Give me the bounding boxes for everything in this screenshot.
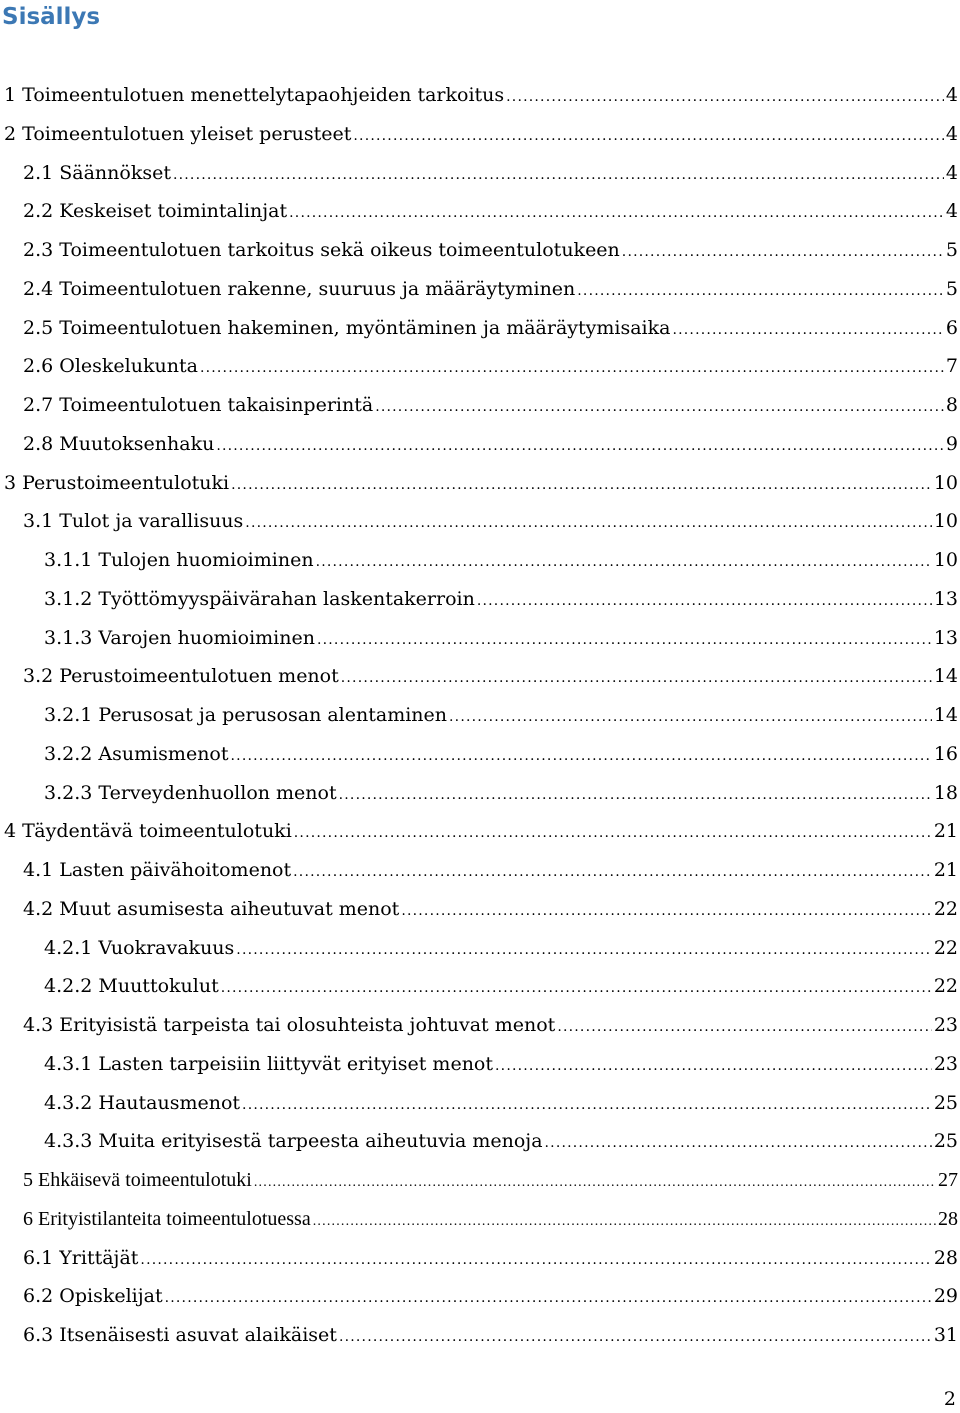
toc-entry[interactable] <box>0 619 960 658</box>
toc-entry[interactable] <box>0 1200 960 1239</box>
toc-dot-leader <box>495 1047 932 1085</box>
toc-entry-title: 3.1.2 Työttömyyspäivärahan laskentakerroin <box>44 587 475 610</box>
toc-entry[interactable] <box>0 154 960 193</box>
toc-entry-page: 4 <box>945 161 958 184</box>
toc-dot-leader <box>557 1008 932 1046</box>
toc-entry[interactable] <box>0 774 960 813</box>
toc-entry-page: 22 <box>933 936 958 959</box>
toc-entry-page: 10 <box>933 549 958 571</box>
toc-entry[interactable] <box>0 696 960 735</box>
toc-entry-title: 6.1 Yrittäjät <box>23 1246 139 1269</box>
toc-entry-title: 4.1 Lasten päivähoitomenot <box>23 859 292 881</box>
toc-dot-leader <box>622 233 944 271</box>
toc-entry[interactable] <box>0 347 960 386</box>
toc-entry-title: 3.2.3 Terveydenhuollon menot <box>44 781 337 804</box>
toc-entry-title: 2.7 Toimeentulotuen takaisinperintä <box>23 394 374 416</box>
toc-dot-leader <box>236 931 932 969</box>
toc-entry-title: 3 Perustoimeentulotuki <box>4 471 230 494</box>
toc-entry-title: 2.2 Keskeiset toimintalinjat <box>23 200 288 223</box>
toc-dot-leader <box>200 349 944 387</box>
toc-entry[interactable] <box>0 1006 960 1045</box>
toc-entry-title: 6.2 Opiskelijat <box>23 1285 163 1308</box>
toc-dot-leader <box>341 659 932 697</box>
toc-entry-page: 7 <box>945 355 958 378</box>
toc-entry-page: 6 <box>945 316 958 339</box>
toc-dot-leader <box>449 698 932 736</box>
toc-entry-title: 2.4 Toimeentulotuen rakenne, suuruus ja määräytyminen <box>23 277 576 300</box>
toc-entry[interactable] <box>0 580 960 619</box>
toc-entry-title: 3.1 Tulot ja varallisuus <box>23 510 244 533</box>
toc-entry[interactable] <box>0 1045 960 1084</box>
toc-entry-page: 16 <box>933 742 958 765</box>
toc-entry-title: 2.1 Säännökset <box>23 161 171 184</box>
toc-dot-leader <box>165 1279 932 1317</box>
toc-dot-leader <box>140 1241 931 1279</box>
toc-dot-leader <box>339 1318 932 1356</box>
toc-entry[interactable] <box>0 812 960 851</box>
toc-entry[interactable] <box>0 967 960 1006</box>
toc-entry-title: 4.3 Erityisistä tarpeista tai olosuhteista johtuvat menot <box>23 1014 556 1036</box>
toc-entry-title: 4.2.1 Vuokravakuus <box>44 936 235 959</box>
toc-entry[interactable] <box>0 192 960 231</box>
toc-entry-title: 3.1.3 Varojen huomioiminen <box>44 626 315 649</box>
toc-dot-leader <box>353 117 944 155</box>
toc-dot-leader <box>375 388 944 426</box>
toc-entry-page: 8 <box>945 394 958 416</box>
toc-entry-page: 22 <box>933 897 958 920</box>
toc-entry-page: 14 <box>933 704 958 726</box>
toc-dot-leader <box>231 466 932 504</box>
toc-entry[interactable] <box>0 541 960 580</box>
toc-entry[interactable] <box>0 464 960 503</box>
toc-entry-title: 4 Täydentävä toimeentulotuki <box>4 820 292 843</box>
toc-dot-leader <box>477 582 932 620</box>
toc-entry-title: 2.8 Muutoksenhaku <box>23 432 215 455</box>
toc-entry-title: 4.2.2 Muuttokulut <box>44 975 219 998</box>
toc-entry[interactable] <box>0 1239 960 1278</box>
toc-entry-page: 23 <box>933 1014 958 1036</box>
toc-entry[interactable] <box>0 1122 960 1161</box>
toc-entry-title: 4.2 Muut asumisesta aiheutuvat menot <box>23 897 400 920</box>
toc-entry-page: 28 <box>938 1207 958 1230</box>
toc-entry[interactable] <box>0 76 960 115</box>
toc-entry[interactable] <box>0 929 960 968</box>
toc-dot-leader <box>313 1203 936 1241</box>
toc-entry-title: 3.2.2 Asumismenot <box>44 742 229 765</box>
toc-entry-title: 5 Ehkäisevä toimeentulotuki <box>23 1169 252 1191</box>
toc-dot-leader <box>254 1164 936 1202</box>
toc-dot-leader <box>293 853 932 891</box>
toc-dot-leader <box>216 427 944 465</box>
toc-entry-page: 27 <box>938 1169 958 1191</box>
toc-entry[interactable] <box>0 309 960 348</box>
toc-dot-leader <box>231 737 932 775</box>
toc-entry-page: 25 <box>933 1091 958 1114</box>
toc-entry-page: 4 <box>945 122 958 145</box>
toc-entry-title: 3.1.1 Tulojen huomioiminen <box>44 549 314 571</box>
toc-entry-page: 4 <box>945 200 958 223</box>
toc-dot-leader <box>294 814 932 852</box>
toc-entry-page: 23 <box>933 1052 958 1075</box>
toc-dot-leader <box>173 156 944 194</box>
toc-entry[interactable] <box>0 1084 960 1123</box>
toc-entry-title: 6.3 Itsenäisesti asuvat alaikäiset <box>23 1324 337 1346</box>
toc-entry-page: 22 <box>933 975 958 998</box>
toc-entry-page: 29 <box>933 1285 958 1308</box>
toc-entry-page: 9 <box>945 432 958 455</box>
toc-entry-title: 6 Erityistilanteita toimeentulotuessa <box>23 1207 311 1230</box>
toc-dot-leader <box>545 1124 932 1162</box>
page-number: 2 <box>943 1388 956 1410</box>
toc-dot-leader <box>506 78 944 116</box>
toc-entry-page: 31 <box>933 1324 958 1346</box>
toc-entry[interactable] <box>0 1316 960 1355</box>
toc-entry-title: 4.3.2 Hautausmenot <box>44 1091 241 1114</box>
toc-entry-title: 3.2 Perustoimeentulotuen menot <box>23 665 339 688</box>
toc-dot-leader <box>339 776 932 814</box>
toc-entry-title: 4.3.3 Muita erityisestä tarpeesta aiheutuvia menoja <box>44 1130 543 1153</box>
toc-entry[interactable] <box>0 231 960 270</box>
toc-entry-title: 1 Toimeentulotuen menettelytapaohjeiden tarkoitus <box>4 84 505 106</box>
toc-entry-page: 21 <box>933 820 958 843</box>
toc-entry-page: 28 <box>933 1246 958 1269</box>
toc-entry[interactable] <box>0 735 960 774</box>
toc-dot-leader <box>401 892 931 930</box>
toc-entry-page: 18 <box>933 781 958 804</box>
toc-entry-title: 2.5 Toimeentulotuen hakeminen, myöntäminen ja määräytymisaika <box>23 316 671 339</box>
toc-dot-leader <box>316 543 932 581</box>
toc-entry-title: 2.3 Toimeentulotuen tarkoitus sekä oikeus toimeentulotukeen <box>23 239 620 261</box>
toc-entry[interactable] <box>0 115 960 154</box>
toc-entry-page: 13 <box>933 626 958 649</box>
toc-entry-title: 4.3.1 Lasten tarpeisiin liittyvät erityiset menot <box>44 1052 494 1075</box>
toc-entry-page: 5 <box>945 239 958 261</box>
toc-entry[interactable] <box>0 890 960 929</box>
toc-dot-leader <box>245 504 932 542</box>
toc-entry[interactable] <box>0 386 960 425</box>
toc-entry-page: 4 <box>945 84 958 106</box>
toc-dot-leader <box>577 272 944 310</box>
toc-entry[interactable] <box>0 851 960 890</box>
toc-entry-page: 13 <box>933 587 958 610</box>
toc-dot-leader <box>242 1086 932 1124</box>
toc-entry-title: 3.2.1 Perusosat ja perusosan alentaminen <box>44 704 448 726</box>
toc-entry[interactable] <box>0 425 960 464</box>
toc-dot-leader <box>672 311 943 349</box>
toc-entry-title: 2 Toimeentulotuen yleiset perusteet <box>4 122 352 145</box>
toc-entry-page: 5 <box>945 277 958 300</box>
toc-entry-page: 10 <box>933 510 958 533</box>
toc-entry-page: 10 <box>933 471 958 494</box>
toc-dot-leader <box>317 621 932 659</box>
toc-heading: Sisällys <box>2 4 101 30</box>
toc-entry-page: 21 <box>933 859 958 881</box>
toc-dot-leader <box>289 194 944 232</box>
toc-dot-leader <box>221 969 932 1007</box>
toc-entry[interactable] <box>0 657 960 696</box>
toc-entry[interactable] <box>0 1277 960 1316</box>
toc-entry[interactable] <box>0 502 960 541</box>
toc-entry[interactable] <box>0 270 960 309</box>
toc-entry-page: 14 <box>933 665 958 688</box>
table-of-contents <box>0 76 960 1355</box>
toc-entry-page: 25 <box>933 1130 958 1153</box>
toc-entry[interactable] <box>0 1161 960 1200</box>
toc-entry-title: 2.6 Oleskelukunta <box>23 355 198 378</box>
